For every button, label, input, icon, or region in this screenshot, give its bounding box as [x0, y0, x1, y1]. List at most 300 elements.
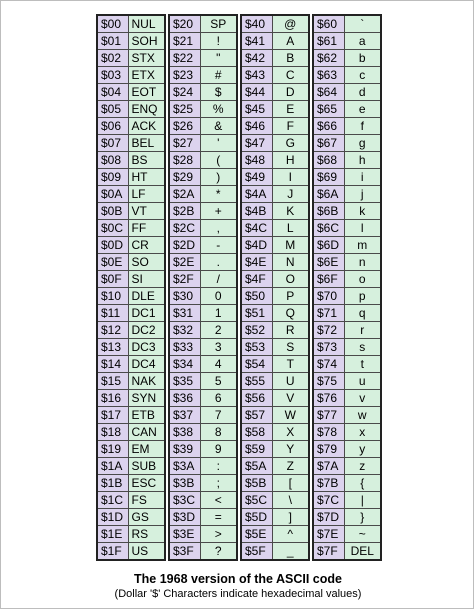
character-cell: SI	[128, 271, 165, 288]
hex-code-cell: $77	[313, 407, 344, 424]
character-cell: {	[344, 475, 381, 492]
character-cell: RS	[128, 526, 165, 543]
table-row	[169, 322, 237, 339]
character-cell: ~	[344, 526, 381, 543]
character-cell: L	[272, 220, 309, 237]
hex-code-cell: $49	[241, 169, 272, 186]
table-row	[313, 526, 381, 543]
table-row	[313, 373, 381, 390]
hex-code-cell: $57	[241, 407, 272, 424]
character-cell: US	[128, 543, 165, 561]
table-row	[97, 254, 165, 271]
table-row	[169, 356, 237, 373]
character-cell: EOT	[128, 84, 165, 101]
character-cell: 9	[200, 441, 237, 458]
hex-code-cell: $3C	[169, 492, 200, 509]
hex-code-cell: $71	[313, 305, 344, 322]
character-cell: 8	[200, 424, 237, 441]
table-row	[169, 509, 237, 526]
table-row	[241, 50, 309, 67]
hex-code-cell: $00	[97, 15, 128, 33]
table-row	[313, 390, 381, 407]
table-row	[97, 526, 165, 543]
hex-code-cell: $68	[313, 152, 344, 169]
character-cell: V	[272, 390, 309, 407]
table-row	[241, 339, 309, 356]
hex-code-cell: $70	[313, 288, 344, 305]
hex-code-cell: $2B	[169, 203, 200, 220]
hex-code-cell: $34	[169, 356, 200, 373]
table-row	[97, 458, 165, 475]
table-row	[241, 424, 309, 441]
hex-code-cell: $5F	[241, 543, 272, 561]
table-row	[241, 118, 309, 135]
hex-code-cell: $1D	[97, 509, 128, 526]
character-cell: q	[344, 305, 381, 322]
character-cell: r	[344, 322, 381, 339]
character-cell: J	[272, 186, 309, 203]
character-cell: I	[272, 169, 309, 186]
table-row	[241, 441, 309, 458]
character-cell: B	[272, 50, 309, 67]
character-cell: Q	[272, 305, 309, 322]
hex-code-cell: $53	[241, 339, 272, 356]
character-cell: HT	[128, 169, 165, 186]
character-cell: DC2	[128, 322, 165, 339]
hex-code-cell: $05	[97, 101, 128, 118]
table-row	[241, 492, 309, 509]
table-row	[97, 475, 165, 492]
table-row	[97, 424, 165, 441]
table-row	[97, 407, 165, 424]
hex-code-cell: $3A	[169, 458, 200, 475]
character-cell: H	[272, 152, 309, 169]
table-row	[313, 492, 381, 509]
hex-code-cell: $54	[241, 356, 272, 373]
table-row	[313, 101, 381, 118]
character-cell: i	[344, 169, 381, 186]
hex-code-cell: $36	[169, 390, 200, 407]
hex-code-cell: $5E	[241, 526, 272, 543]
hex-code-cell: $65	[313, 101, 344, 118]
table-row	[169, 101, 237, 118]
table-row	[97, 288, 165, 305]
table-row	[169, 475, 237, 492]
hex-code-cell: $78	[313, 424, 344, 441]
table-row	[97, 492, 165, 509]
hex-code-cell: $28	[169, 152, 200, 169]
character-cell: W	[272, 407, 309, 424]
hex-code-cell: $0A	[97, 186, 128, 203]
character-cell: DC1	[128, 305, 165, 322]
caption-title: The 1968 version of the ASCII code	[134, 572, 342, 586]
hex-code-cell: $6C	[313, 220, 344, 237]
character-cell: _	[272, 543, 309, 561]
character-cell: BS	[128, 152, 165, 169]
table-row	[241, 322, 309, 339]
hex-code-cell: $32	[169, 322, 200, 339]
character-cell: 0	[200, 288, 237, 305]
table-row	[169, 271, 237, 288]
table-row	[169, 339, 237, 356]
table-row	[241, 220, 309, 237]
hex-code-cell: $6B	[313, 203, 344, 220]
character-cell: /	[200, 271, 237, 288]
character-cell: Y	[272, 441, 309, 458]
character-cell: FF	[128, 220, 165, 237]
character-cell: NAK	[128, 373, 165, 390]
hex-code-cell: $74	[313, 356, 344, 373]
hex-code-cell: $45	[241, 101, 272, 118]
character-cell: @	[272, 15, 309, 33]
hex-code-cell: $62	[313, 50, 344, 67]
hex-code-cell: $61	[313, 33, 344, 50]
table-row	[97, 203, 165, 220]
character-cell: ,	[200, 220, 237, 237]
character-cell: z	[344, 458, 381, 475]
table-row	[97, 220, 165, 237]
hex-code-cell: $58	[241, 424, 272, 441]
hex-code-cell: $31	[169, 305, 200, 322]
table-row	[169, 237, 237, 254]
hex-code-cell: $27	[169, 135, 200, 152]
character-cell: t	[344, 356, 381, 373]
hex-code-cell: $33	[169, 339, 200, 356]
character-cell: SOH	[128, 33, 165, 50]
character-cell: #	[200, 67, 237, 84]
table-row	[241, 458, 309, 475]
table-row	[169, 203, 237, 220]
character-cell: %	[200, 101, 237, 118]
hex-code-cell: $6A	[313, 186, 344, 203]
character-cell: \	[272, 492, 309, 509]
character-cell: ?	[200, 543, 237, 561]
hex-code-cell: $64	[313, 84, 344, 101]
character-cell: |	[344, 492, 381, 509]
table-row	[241, 373, 309, 390]
hex-code-cell: $18	[97, 424, 128, 441]
character-cell: DC3	[128, 339, 165, 356]
character-cell: v	[344, 390, 381, 407]
table-row	[97, 101, 165, 118]
table-row	[169, 424, 237, 441]
table-row	[97, 322, 165, 339]
hex-code-cell: $38	[169, 424, 200, 441]
hex-code-cell: $48	[241, 152, 272, 169]
hex-code-cell: $22	[169, 50, 200, 67]
character-cell: DLE	[128, 288, 165, 305]
table-row	[241, 237, 309, 254]
character-cell: CAN	[128, 424, 165, 441]
table-row	[313, 118, 381, 135]
character-cell: )	[200, 169, 237, 186]
table-row	[97, 305, 165, 322]
character-cell: SUB	[128, 458, 165, 475]
hex-code-cell: $7F	[313, 543, 344, 561]
table-row	[97, 509, 165, 526]
character-cell: ^	[272, 526, 309, 543]
table-row	[313, 458, 381, 475]
character-cell: DC4	[128, 356, 165, 373]
character-cell: ;	[200, 475, 237, 492]
table-row	[241, 15, 309, 33]
hex-code-cell: $26	[169, 118, 200, 135]
character-cell: -	[200, 237, 237, 254]
hex-code-cell: $50	[241, 288, 272, 305]
character-cell: SP	[200, 15, 237, 33]
character-cell: R	[272, 322, 309, 339]
hex-code-cell: $04	[97, 84, 128, 101]
character-cell: b	[344, 50, 381, 67]
hex-code-cell: $19	[97, 441, 128, 458]
hex-code-cell: $23	[169, 67, 200, 84]
table-row	[313, 135, 381, 152]
table-row	[169, 84, 237, 101]
table-row	[313, 322, 381, 339]
hex-code-cell: $6E	[313, 254, 344, 271]
hex-code-cell: $0E	[97, 254, 128, 271]
hex-code-cell: $1B	[97, 475, 128, 492]
table-row	[313, 237, 381, 254]
table-row	[241, 33, 309, 50]
hex-code-cell: $7D	[313, 509, 344, 526]
hex-code-cell: $12	[97, 322, 128, 339]
table-row	[169, 220, 237, 237]
hex-code-cell: $47	[241, 135, 272, 152]
hex-code-cell: $17	[97, 407, 128, 424]
table-row	[169, 390, 237, 407]
character-cell: LF	[128, 186, 165, 203]
table-row	[313, 288, 381, 305]
character-cell: SO	[128, 254, 165, 271]
hex-code-cell: $01	[97, 33, 128, 50]
character-cell: C	[272, 67, 309, 84]
hex-code-cell: $24	[169, 84, 200, 101]
hex-code-cell: $4F	[241, 271, 272, 288]
character-cell: 3	[200, 339, 237, 356]
character-cell: j	[344, 186, 381, 203]
table-row	[241, 305, 309, 322]
hex-code-cell: $20	[169, 15, 200, 33]
table-row	[97, 15, 165, 33]
table-row	[97, 152, 165, 169]
table-row	[241, 271, 309, 288]
hex-code-cell: $4A	[241, 186, 272, 203]
table-row	[97, 84, 165, 101]
hex-code-cell: $14	[97, 356, 128, 373]
character-cell: N	[272, 254, 309, 271]
table-row	[97, 390, 165, 407]
character-cell: M	[272, 237, 309, 254]
character-cell: c	[344, 67, 381, 84]
hex-code-cell: $69	[313, 169, 344, 186]
character-cell: DEL	[344, 543, 381, 561]
table-row	[313, 33, 381, 50]
character-cell: ETX	[128, 67, 165, 84]
character-cell: h	[344, 152, 381, 169]
hex-code-cell: $7C	[313, 492, 344, 509]
hex-code-cell: $59	[241, 441, 272, 458]
hex-code-cell: $07	[97, 135, 128, 152]
table-row	[313, 254, 381, 271]
table-row	[169, 305, 237, 322]
hex-code-cell: $06	[97, 118, 128, 135]
hex-code-cell: $5D	[241, 509, 272, 526]
character-cell: :	[200, 458, 237, 475]
character-cell: 4	[200, 356, 237, 373]
table-row	[313, 305, 381, 322]
hex-code-cell: $08	[97, 152, 128, 169]
hex-code-cell: $6F	[313, 271, 344, 288]
hex-code-cell: $72	[313, 322, 344, 339]
hex-code-cell: $4D	[241, 237, 272, 254]
character-cell: a	[344, 33, 381, 50]
hex-code-cell: $6D	[313, 237, 344, 254]
character-cell: d	[344, 84, 381, 101]
table-row	[241, 101, 309, 118]
hex-code-cell: $39	[169, 441, 200, 458]
character-cell: Z	[272, 458, 309, 475]
hex-code-cell: $2F	[169, 271, 200, 288]
character-cell: [	[272, 475, 309, 492]
table-row	[169, 169, 237, 186]
table-row	[169, 33, 237, 50]
character-cell: <	[200, 492, 237, 509]
table-row	[169, 67, 237, 84]
character-cell: (	[200, 152, 237, 169]
table-row	[97, 135, 165, 152]
table-row	[169, 543, 237, 561]
character-cell: EM	[128, 441, 165, 458]
ascii-column-symbols-digits	[168, 14, 238, 561]
character-cell: `	[344, 15, 381, 33]
table-row	[313, 509, 381, 526]
hex-code-cell: $4E	[241, 254, 272, 271]
character-cell: n	[344, 254, 381, 271]
hex-code-cell: $10	[97, 288, 128, 305]
table-row	[313, 424, 381, 441]
character-cell: 5	[200, 373, 237, 390]
table-row	[97, 118, 165, 135]
table-row	[169, 458, 237, 475]
character-cell: }	[344, 509, 381, 526]
hex-code-cell: $66	[313, 118, 344, 135]
table-row	[313, 475, 381, 492]
table-row	[169, 15, 237, 33]
hex-code-cell: $0D	[97, 237, 128, 254]
character-cell: ESC	[128, 475, 165, 492]
character-cell: F	[272, 118, 309, 135]
character-cell: T	[272, 356, 309, 373]
hex-code-cell: $02	[97, 50, 128, 67]
character-cell: STX	[128, 50, 165, 67]
table-row	[169, 407, 237, 424]
character-cell: O	[272, 271, 309, 288]
hex-code-cell: $25	[169, 101, 200, 118]
hex-code-cell: $0C	[97, 220, 128, 237]
character-cell: VT	[128, 203, 165, 220]
table-row	[313, 271, 381, 288]
character-cell: w	[344, 407, 381, 424]
hex-code-cell: $2E	[169, 254, 200, 271]
character-cell: >	[200, 526, 237, 543]
table-row	[169, 135, 237, 152]
hex-code-cell: $0F	[97, 271, 128, 288]
character-cell: E	[272, 101, 309, 118]
ascii-column-control	[96, 14, 166, 561]
character-cell: y	[344, 441, 381, 458]
table-row	[313, 407, 381, 424]
table-row	[97, 441, 165, 458]
table-row	[97, 339, 165, 356]
hex-code-cell: $2C	[169, 220, 200, 237]
table-row	[169, 492, 237, 509]
hex-code-cell: $40	[241, 15, 272, 33]
table-row	[169, 441, 237, 458]
hex-code-cell: $7E	[313, 526, 344, 543]
hex-code-cell: $5A	[241, 458, 272, 475]
table-row	[169, 50, 237, 67]
table-row	[241, 509, 309, 526]
table-row	[241, 152, 309, 169]
table-row	[241, 135, 309, 152]
character-cell: .	[200, 254, 237, 271]
hex-code-cell: $21	[169, 33, 200, 50]
table-row	[313, 169, 381, 186]
character-cell: A	[272, 33, 309, 50]
table-row	[313, 186, 381, 203]
character-cell: 7	[200, 407, 237, 424]
hex-code-cell: $1F	[97, 543, 128, 561]
character-cell: CR	[128, 237, 165, 254]
hex-code-cell: $79	[313, 441, 344, 458]
character-cell: ETB	[128, 407, 165, 424]
hex-code-cell: $09	[97, 169, 128, 186]
hex-code-cell: $4C	[241, 220, 272, 237]
character-cell: S	[272, 339, 309, 356]
hex-code-cell: $60	[313, 15, 344, 33]
table-row	[241, 407, 309, 424]
table-row	[169, 254, 237, 271]
hex-code-cell: $44	[241, 84, 272, 101]
character-cell: +	[200, 203, 237, 220]
hex-code-cell: $41	[241, 33, 272, 50]
character-cell: p	[344, 288, 381, 305]
character-cell: g	[344, 135, 381, 152]
character-cell: ENQ	[128, 101, 165, 118]
table-row	[97, 50, 165, 67]
hex-code-cell: $3B	[169, 475, 200, 492]
character-cell: 6	[200, 390, 237, 407]
hex-code-cell: $46	[241, 118, 272, 135]
table-row	[313, 543, 381, 561]
table-row	[241, 356, 309, 373]
table-row	[97, 543, 165, 561]
hex-code-cell: $3E	[169, 526, 200, 543]
character-cell: SYN	[128, 390, 165, 407]
character-cell: "	[200, 50, 237, 67]
character-cell: 1	[200, 305, 237, 322]
character-cell: K	[272, 203, 309, 220]
character-cell: BEL	[128, 135, 165, 152]
character-cell: !	[200, 33, 237, 50]
hex-code-cell: $1A	[97, 458, 128, 475]
hex-code-cell: $13	[97, 339, 128, 356]
character-cell: U	[272, 373, 309, 390]
table-row	[241, 526, 309, 543]
hex-code-cell: $7A	[313, 458, 344, 475]
table-row	[313, 84, 381, 101]
